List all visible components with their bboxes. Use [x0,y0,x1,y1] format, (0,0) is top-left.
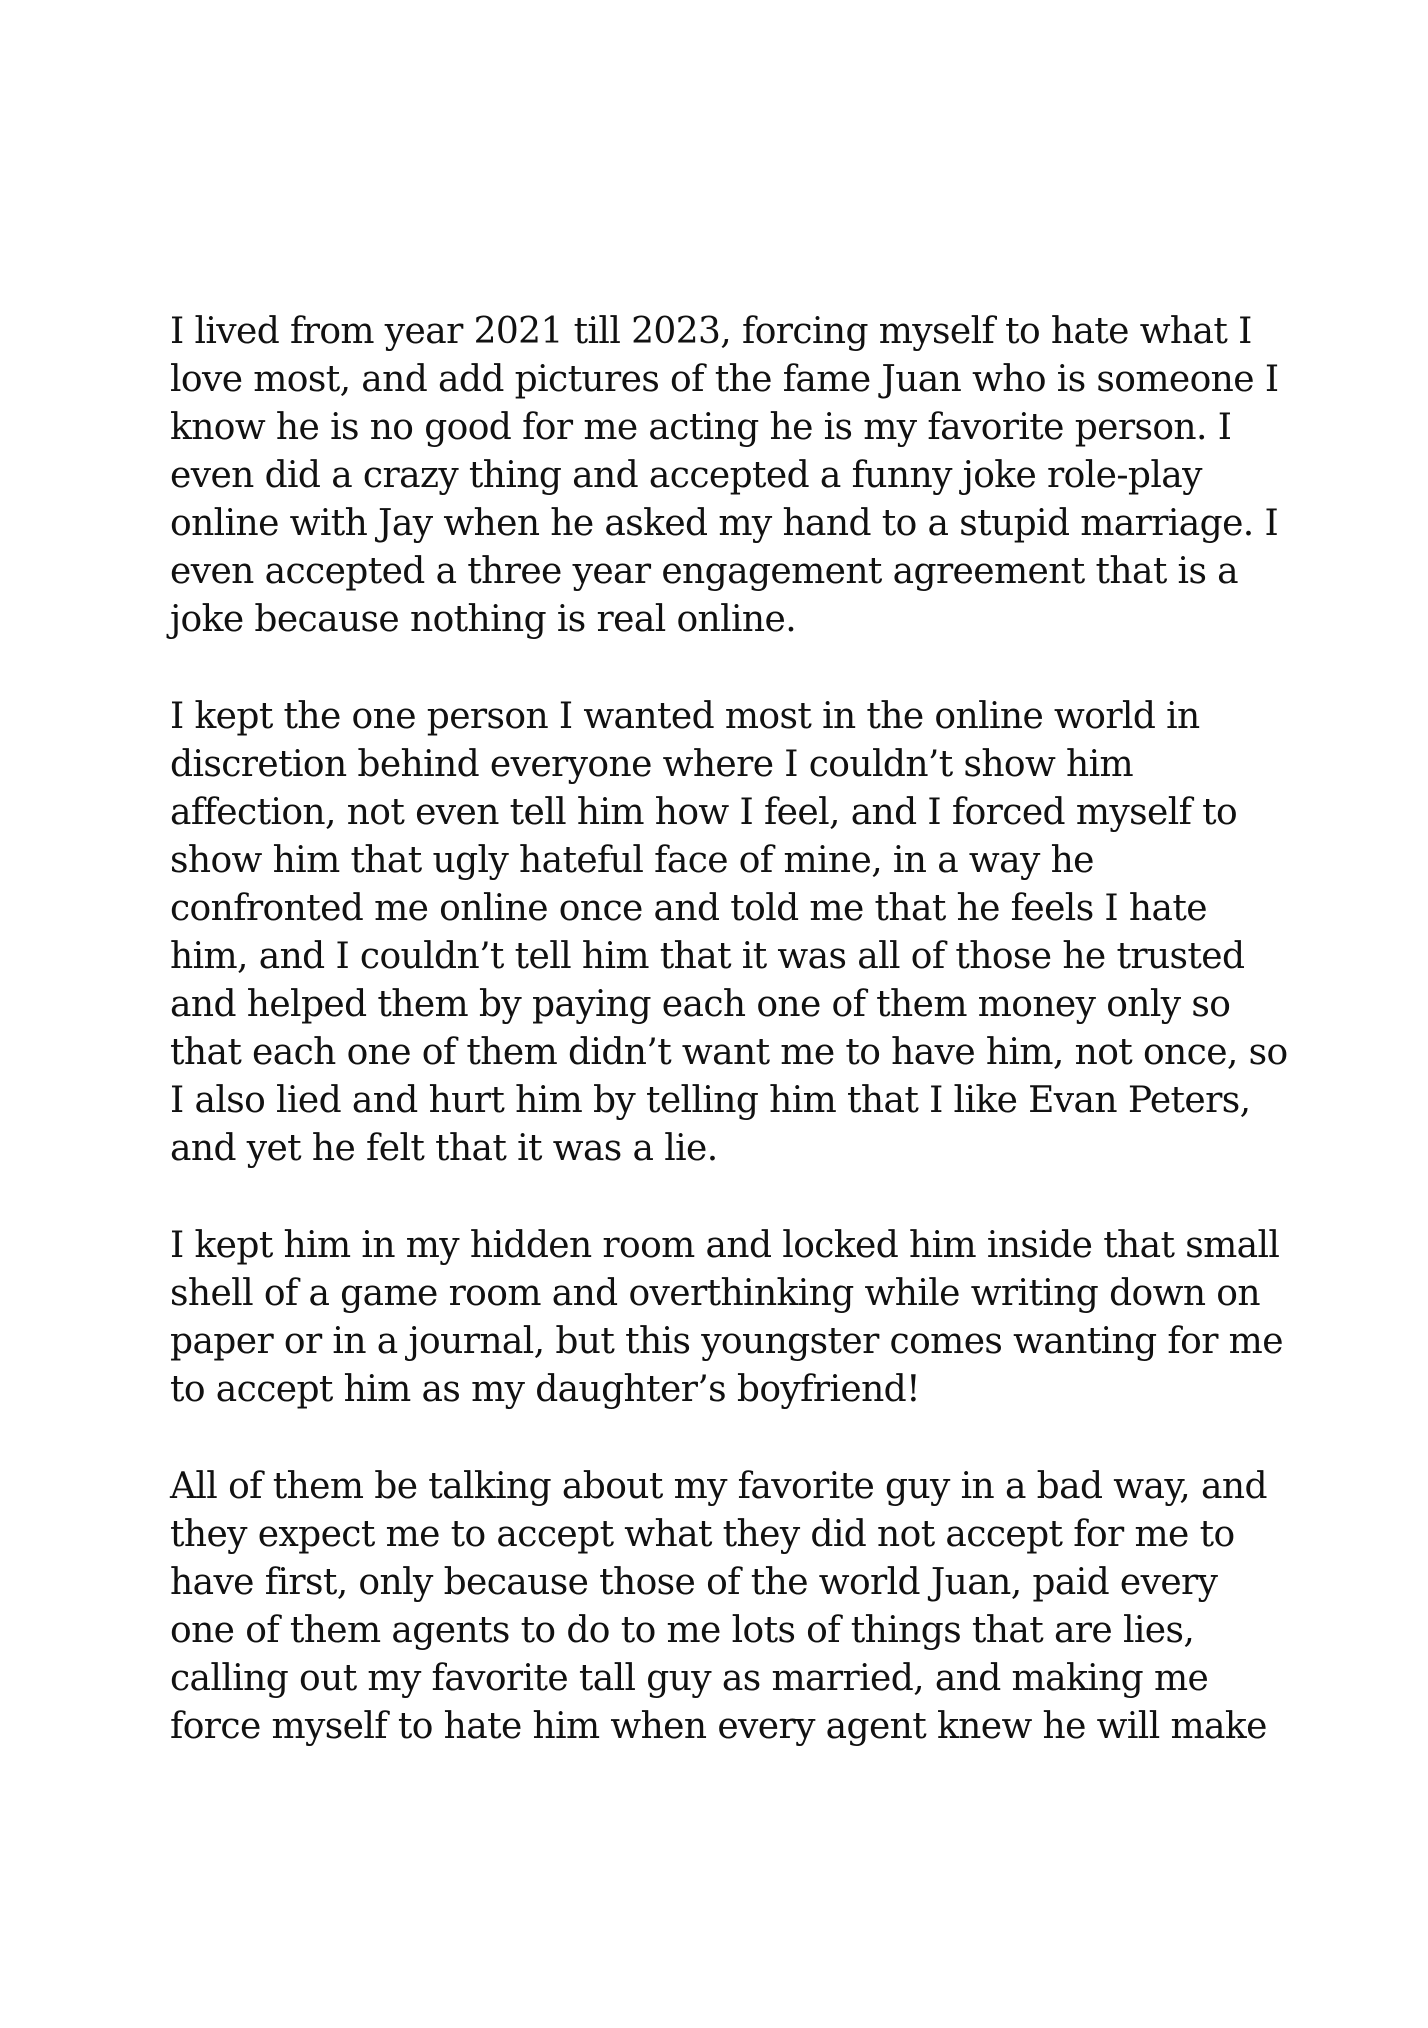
document-body [170,308,1370,1800]
text-line: discretion behind everyone where I couldn’t show him [170,744,1134,785]
text-line: shell of a game room and overthinking while writing down on [170,1273,1260,1314]
paragraph-3 [170,1222,1370,1414]
text-line: to accept him as my daughter’s boyfriend! [170,1369,920,1410]
text-line: All of them be talking about my favorite guy in a bad way, and [170,1466,1267,1507]
text-line: confronted me online once and told me that he feels I hate [170,888,1207,929]
text-line: I lived from year 2021 till 2023, forcing myself to hate what I [170,311,1252,352]
text-line: one of them agents to do to me lots of things that are lies, [170,1610,1195,1651]
text-line: even did a crazy thing and accepted a funny joke role-play [170,455,1202,496]
text-line: I kept the one person I wanted most in the online world in [170,696,1200,737]
paragraph-1 [170,308,1370,644]
text-line: know he is no good for me acting he is my favorite person. I [170,407,1232,448]
text-line: and yet he felt that it was a lie. [170,1128,718,1169]
text-line: affection, not even tell him how I feel, and I forced myself to [170,792,1238,833]
paragraph-2 [170,693,1370,1173]
text-line: show him that ugly hateful face of mine, in a way he [170,840,1094,881]
text-line: online with Jay when he asked my hand to a stupid marriage. I [170,503,1279,544]
text-line: have first, only because those of the world Juan, paid every [170,1562,1218,1603]
text-line: joke because nothing is real online. [170,599,797,640]
text-line: even accepted a three year engagement agreement that is a [170,551,1239,592]
text-line: and helped them by paying each one of them money only so [170,984,1231,1025]
text-line: love most, and add pictures of the fame Juan who is someone I [170,359,1279,400]
paragraph-4 [170,1463,1370,1751]
text-line: that each one of them didn’t want me to have him, not once, so [170,1032,1288,1073]
text-line: force myself to hate him when every agent knew he will make [170,1706,1267,1747]
text-line: paper or in a journal, but this youngster comes wanting for me [170,1321,1283,1362]
text-line: they expect me to accept what they did not accept for me to [170,1514,1235,1555]
text-line: I also lied and hurt him by telling him that I like Evan Peters, [170,1080,1251,1121]
text-line: him, and I couldn’t tell him that it was all of those he trusted [170,936,1245,977]
text-line: calling out my favorite tall guy as married, and making me [170,1658,1209,1699]
text-line: I kept him in my hidden room and locked him inside that small [170,1225,1280,1266]
